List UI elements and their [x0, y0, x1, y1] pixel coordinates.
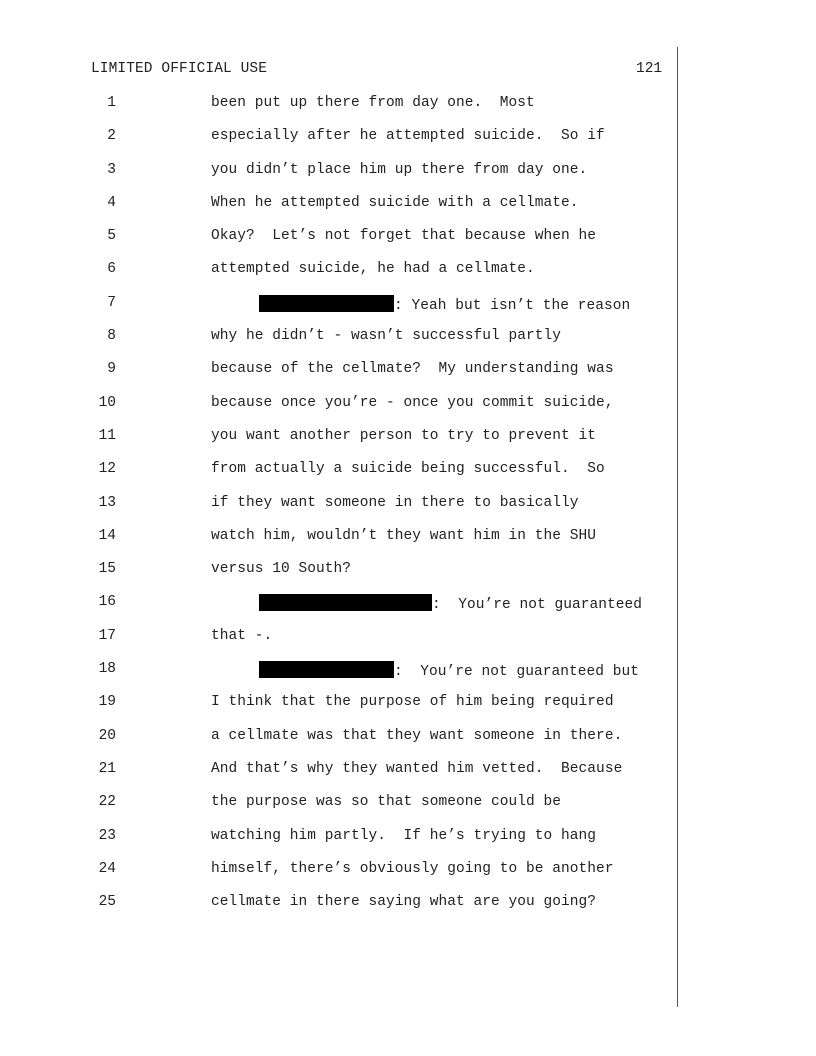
- transcript-line: [0, 427, 816, 460]
- transcript-line: [0, 161, 816, 194]
- line-number: 5: [107, 228, 116, 245]
- line-number: 16: [98, 594, 116, 611]
- line-text: : You’re not guaranteed but: [394, 664, 640, 681]
- line-number: 20: [98, 727, 116, 744]
- line-text: because of the cellmate? My understanding was: [211, 361, 614, 378]
- transcript-line: [0, 827, 816, 860]
- transcript-line: [0, 760, 816, 793]
- line-text: And that’s why they wanted him vetted. Because: [211, 760, 623, 777]
- line-number: 7: [107, 294, 116, 311]
- line-number: 2: [107, 128, 116, 145]
- line-text: himself, there’s obviously going to be another: [211, 860, 614, 877]
- line-number: 6: [107, 261, 116, 278]
- transcript-line: [0, 627, 816, 660]
- line-number: 22: [98, 794, 116, 811]
- classification-header: LIMITED OFFICIAL USE: [91, 61, 268, 77]
- line-text: : You’re not guaranteed: [432, 597, 643, 614]
- transcript-line: [0, 294, 816, 327]
- line-number: 14: [98, 527, 116, 544]
- line-text: watch him, wouldn’t they want him in the SHU: [211, 527, 597, 544]
- line-text: Okay? Let’s not forget that because when he: [211, 228, 597, 245]
- redaction-box: [259, 661, 394, 678]
- transcript-line: [0, 360, 816, 393]
- line-text: versus 10 South?: [211, 561, 352, 578]
- line-number: 15: [98, 561, 116, 578]
- transcript-line: [0, 527, 816, 560]
- line-number: 19: [98, 694, 116, 711]
- transcript-line: [0, 260, 816, 293]
- speaker-line: [259, 661, 639, 680]
- transcript-line: [0, 94, 816, 127]
- line-text: been put up there from day one. Most: [211, 95, 535, 111]
- line-number: 8: [107, 328, 116, 345]
- line-text: you didn’t place him up there from day one.: [211, 161, 588, 178]
- line-number: 23: [98, 827, 116, 844]
- redaction-box: [259, 594, 432, 611]
- line-number: 24: [98, 860, 116, 877]
- line-text: if they want someone in there to basically: [211, 494, 579, 511]
- line-text: : Yeah but isn’t the reason: [394, 297, 631, 314]
- line-text: why he didn’t - wasn’t successful partly: [211, 328, 562, 345]
- transcript-line: [0, 727, 816, 760]
- transcript-line: [0, 593, 816, 626]
- transcript-line: [0, 227, 816, 260]
- transcript-line: [0, 327, 816, 360]
- line-number: 25: [98, 894, 116, 911]
- line-text: from actually a suicide being successful. So: [211, 461, 605, 478]
- line-text: I think that the purpose of him being required: [211, 694, 614, 711]
- transcript-line: [0, 893, 816, 926]
- line-number: 4: [107, 194, 116, 211]
- transcript-line: [0, 693, 816, 726]
- line-text: a cellmate was that they want someone in there.: [211, 727, 623, 744]
- line-number: 11: [98, 427, 116, 444]
- transcript-lines: [0, 94, 816, 926]
- transcript-line: [0, 793, 816, 826]
- line-number: 3: [107, 161, 116, 178]
- transcript-line: [0, 560, 816, 593]
- line-text: watching him partly. If he’s trying to hang: [211, 827, 597, 844]
- line-text: When he attempted suicide with a cellmate.: [211, 194, 579, 211]
- redaction-box: [259, 295, 394, 312]
- line-number: 1: [107, 95, 116, 111]
- transcript-line: [0, 394, 816, 427]
- line-text: attempted suicide, he had a cellmate.: [211, 261, 535, 278]
- line-number: 10: [98, 394, 116, 411]
- transcript-line: [0, 127, 816, 160]
- transcript-line: [0, 460, 816, 493]
- transcript-line: [0, 494, 816, 527]
- line-text: that -.: [211, 627, 273, 644]
- line-text: the purpose was so that someone could be: [211, 794, 562, 811]
- speaker-line: [259, 295, 630, 314]
- line-number: 18: [98, 661, 116, 678]
- line-text: especially after he attempted suicide. So if: [211, 128, 605, 145]
- line-number: 21: [98, 760, 116, 777]
- speaker-line: [259, 594, 642, 613]
- line-number: 12: [98, 461, 116, 478]
- line-number: 9: [107, 361, 116, 378]
- transcript-line: [0, 194, 816, 227]
- line-text: because once you’re - once you commit suicide,: [211, 394, 614, 411]
- transcript-line: [0, 660, 816, 693]
- line-text: you want another person to try to prevent it: [211, 427, 597, 444]
- line-number: 13: [98, 494, 116, 511]
- transcript-line: [0, 860, 816, 893]
- line-text: cellmate in there saying what are you going?: [211, 894, 597, 911]
- page-number: 121: [636, 61, 663, 77]
- line-number: 17: [98, 627, 116, 644]
